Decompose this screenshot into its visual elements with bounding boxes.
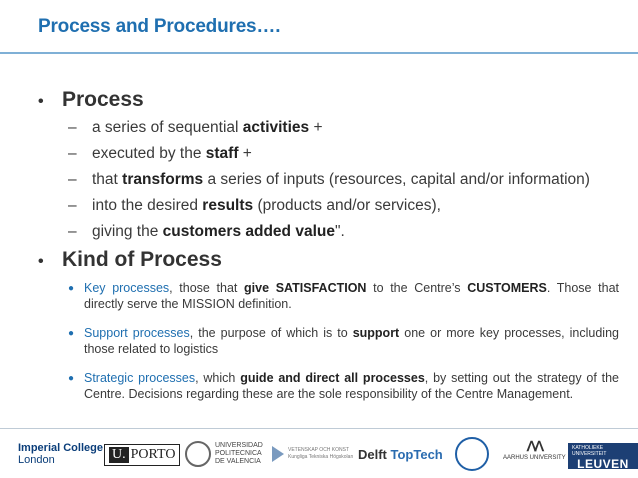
item-emphasis: activities xyxy=(242,119,310,136)
bullet-icon: • xyxy=(38,93,44,110)
term-strategic-processes: Strategic processes xyxy=(84,371,196,385)
section-heading-kind xyxy=(38,248,628,272)
list-item xyxy=(68,170,628,190)
dash-icon: – xyxy=(68,119,77,136)
item-emphasis: support xyxy=(352,326,400,340)
item-emphasis: guide and direct all processes xyxy=(240,371,425,385)
kth-mark-icon xyxy=(272,446,284,462)
logo-text: VETENSKAP OCH KONST xyxy=(288,447,350,453)
dash-icon: – xyxy=(68,171,77,188)
item-text: + xyxy=(238,145,252,162)
logo-text: PORTO xyxy=(130,447,176,462)
title-divider xyxy=(0,52,638,54)
logo-text: U. xyxy=(109,447,129,463)
item-text: a series of sequential xyxy=(92,119,243,136)
aarhus-mark-icon: ᐱᐱ xyxy=(526,438,542,454)
section-heading-process xyxy=(38,88,628,112)
item-text: to the Centre’s xyxy=(366,281,468,295)
item-emphasis: transforms xyxy=(122,171,204,188)
term-support-processes: Support processes xyxy=(84,326,190,340)
dash-icon: – xyxy=(68,197,77,214)
partner-logos xyxy=(0,434,638,474)
item-text: ". xyxy=(334,223,345,240)
list-item xyxy=(68,280,628,312)
list-item xyxy=(68,196,628,216)
section-heading-text: Kind of Process xyxy=(62,248,222,271)
imperial-college-logo xyxy=(18,438,103,470)
logo-text: TopTech xyxy=(390,446,443,462)
item-text: . Those that directly serve the MISSION definition. xyxy=(84,281,620,311)
item-text: + xyxy=(309,119,323,136)
ku-leuven-logo xyxy=(568,443,638,469)
item-text: executed by the xyxy=(92,145,206,162)
item-text: giving the xyxy=(92,223,163,240)
item-text: that xyxy=(92,171,123,188)
logo-text: POLITECNICA xyxy=(215,450,262,457)
list-item xyxy=(68,118,628,138)
list-item xyxy=(68,222,628,242)
upv-logo xyxy=(185,438,263,470)
item-text: into the desired xyxy=(92,197,203,214)
logo-text: KATHOLIEKE UNIVERSITEIT xyxy=(572,445,607,457)
list-item xyxy=(68,370,628,402)
item-emphasis: customers added value xyxy=(162,223,335,240)
bullet-icon: ● xyxy=(68,328,75,339)
item-text: a series of inputs (resources, capital and/or information) xyxy=(203,171,590,188)
term-key-processes: Key processes xyxy=(84,281,170,295)
item-text: one or more key processes, including those related to logistics xyxy=(84,326,619,356)
kth-logo xyxy=(272,438,353,470)
delft-toptech-logo xyxy=(358,438,443,470)
item-text: , those that xyxy=(169,281,245,295)
bullet-icon: ● xyxy=(68,373,75,384)
logo-text: UNIVERSIDAD xyxy=(215,442,263,449)
list-item xyxy=(68,144,628,164)
university-seal-icon xyxy=(455,437,489,471)
footer-divider xyxy=(0,428,638,429)
porto-logo xyxy=(104,444,180,466)
logo-text: London xyxy=(18,454,55,466)
slide-body xyxy=(38,88,628,415)
seal-icon xyxy=(185,441,211,467)
logo-text: Kungliga Tekniska Högskolan xyxy=(288,454,354,460)
item-emphasis: give SATISFACTION xyxy=(244,281,367,295)
bullet-icon: ● xyxy=(68,283,75,294)
logo-text: Imperial College xyxy=(18,442,103,454)
logo-text: DE VALENCIA xyxy=(215,458,261,465)
logo-text: Delft xyxy=(358,446,387,462)
item-emphasis: CUSTOMERS xyxy=(467,281,547,295)
logo-text: AARHUS UNIVERSITY xyxy=(503,455,566,461)
bullet-icon: • xyxy=(38,253,44,270)
slide-title: Process and Procedures…. xyxy=(38,16,281,37)
item-text: , by setting out the strategy of the Centre. Decisions regarding these are the sole responsibility of the Centre Management. xyxy=(84,371,619,401)
dash-icon: – xyxy=(68,145,77,162)
item-text: , the purpose of which is to xyxy=(189,326,353,340)
logo-text: LEUVEN xyxy=(577,457,629,471)
item-emphasis: results xyxy=(202,197,254,214)
list-item xyxy=(68,325,628,357)
aarhus-logo xyxy=(503,438,566,470)
item-text: (products and/or services), xyxy=(253,197,441,214)
item-text: , which xyxy=(195,371,241,385)
section-heading-text: Process xyxy=(62,88,144,111)
item-emphasis: staff xyxy=(205,145,239,162)
dash-icon: – xyxy=(68,223,77,240)
